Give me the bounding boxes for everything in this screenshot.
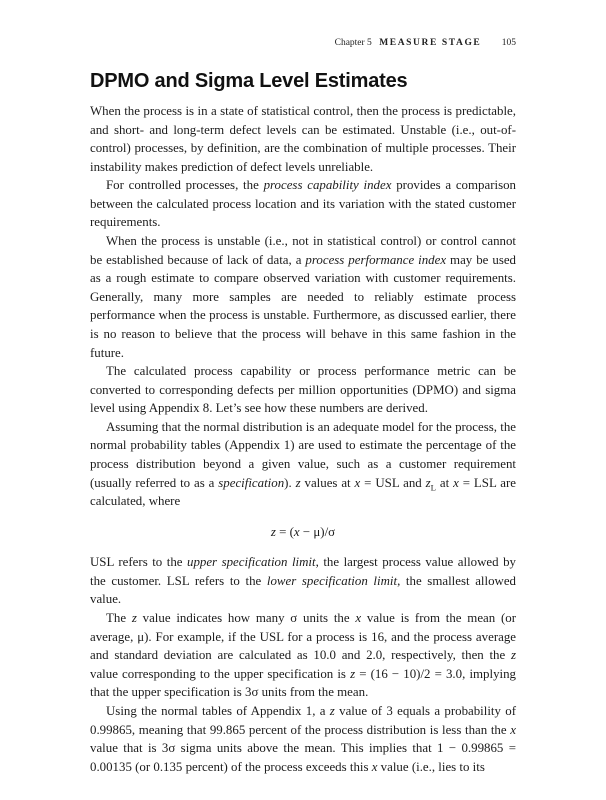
body-text — [90, 102, 516, 776]
paragraph-unstable-process: When the process is unstable (i.e., not in statistical control) or control cannot be established because of lack of data, a process performance index may be used as a rough estimate to compare observed variation with customer requirements. Generally, many more samples are needed to reliably estimate process performance when the process is unstable. Furthermore, as discussed earlier, there is no reason to believe that the process will behave in this same fashion in the future. — [90, 234, 516, 360]
page-title: DPMO and Sigma Level Estimates — [90, 70, 408, 92]
equation-z-formula: z = (x − μ)/σ — [270, 524, 336, 539]
paragraph-controlled-processes: For controlled processes, the process capability index provides a comparison between the calculated process location and its variation with the stated customer requirements. — [90, 178, 516, 230]
paragraph-dpmo-conversion: The calculated process capability or process performance metric can be converted to corresponding defects per million opportunities (DPMO) and sigma level using Appendix 8. Let’s see how these numbers are derived. — [90, 364, 516, 416]
paragraph-usl-lsl: USL refers to the upper specification limit, the largest process value allowed by the customer. LSL refers to the lower specification limit, the smallest allowed value. — [90, 555, 517, 607]
paragraph-normal-tables: Using the normal tables of Appendix 1, a z value of 3 equals a probability of 0.99865, meaning that 99.865 percent of the process distribution is less than the x value that is 3σ sigma units above the mean. This implies that 1 − 0.99865 = 0.00135 (or 0.135 percent) of the process exceeds this x value (i.e., lies to its — [90, 703, 516, 774]
running-head — [90, 38, 516, 48]
paragraph-intro: When the process is in a state of statistical control, then the process is predictable, and short- and long-term defect levels can be estimated. Unstable (i.e., out-of-control) processes, by definition, are the combination of multiple processes. Their instability makes prediction of defect levels unreliable. — [90, 104, 516, 174]
paragraph-normal-distribution: Assuming that the normal distribution is an adequate model for the process, the normal probability tables (Appendix 1) are used to estimate the percentage of the process distribution beyond a given value, such as a customer requirement (usually referred to as a specification). z values at x = USL and $z_L$ at x = LSL are calculated, where — [90, 419, 516, 509]
running-head-section: MEASURE STAGE — [379, 38, 482, 48]
page-number: 105 — [501, 38, 516, 48]
paragraph-z-value-example: The z value indicates how many σ units the x value is from the mean (or average, μ). For example, if the USL for a process is 16, and the process average and standard deviation are calculated as 10.0 and 2.0, respectively, then the z value corresponding to the upper specification is z = (16 − 10)/2 = 3.0, implying that the upper specification is 3σ units from the mean. — [90, 611, 517, 700]
running-head-chapter: Chapter 5 — [334, 38, 372, 48]
